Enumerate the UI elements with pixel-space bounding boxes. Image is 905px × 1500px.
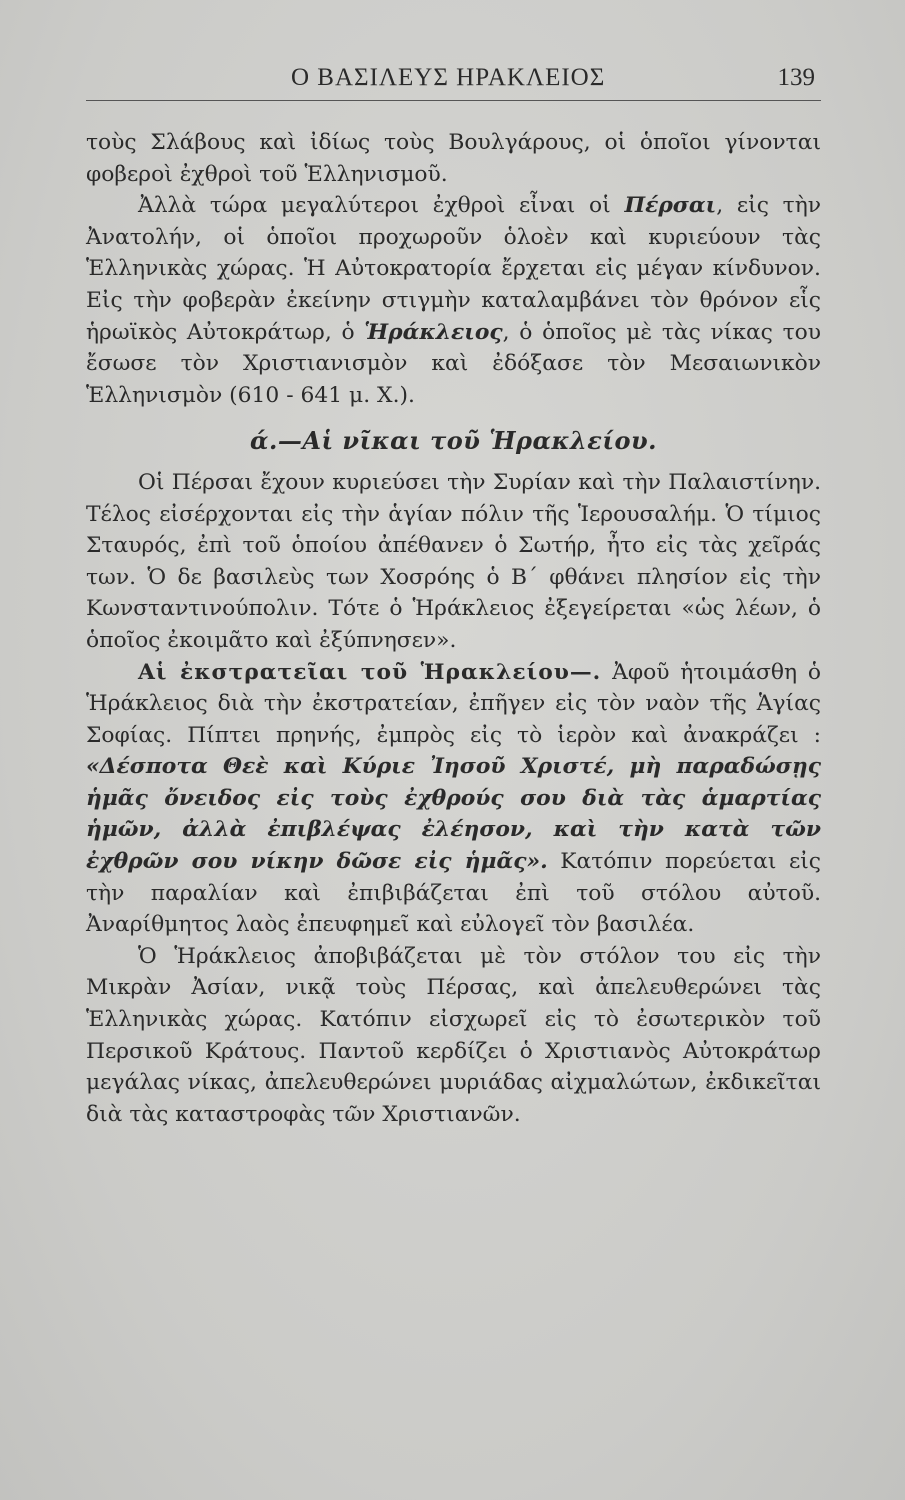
paragraph-2-part-e: , ὁ ὁποῖος μὲ τὰς νίκας του ἔσωσε τὸν Χριστιανισμὸν καὶ ἐδόξασε τὸν Μεσαιωνικὸν Ἑλληνισμὸν (610 - 641 μ. Χ.). (86, 319, 821, 408)
paragraph-4-part-a: Ἀφοῦ ἡτοιμάσθη ὁ Ἡράκλειος διὰ τὴν ἐκστρατείαν, ἐπῆγεν εἰς τὸν ναὸν τῆς Ἁγίας Σοφίας. Πίπτει πρηνής, ἐμπρὸς εἰς τὸ ἱερὸν καὶ ἀνακράζει : (86, 659, 821, 748)
paragraph-4-part-b: Κατόπιν πορεύεται εἰς τὴν παραλίαν καὶ ἐπιβιβάζεται ἐπὶ τοῦ στόλου αὐτοῦ. Ἀναρίθμητος λαὸς ἐπευφημεῖ καὶ εὐλογεῖ τὸν βασιλέα. (86, 849, 821, 938)
paragraph-2-part-a: Ἀλλὰ τώρα μεγαλύτεροι ἐχθροὶ εἶναι οἱ (138, 193, 625, 219)
body-text (86, 127, 821, 1130)
prayer-quote: «Δέσποτα Θεὲ καὶ Κύριε Ἰησοῦ Χριστέ, μὴ παραδώσῃς ἡμᾶς ὄνειδος εἰς τοὺς ἐχθρούς σου διὰ τὰς ἁμαρτίας ἡμῶν, ἀλλὰ ἐπιβλέψας ἐλέησον, καὶ τὴν κατὰ τῶν ἐχθρῶν σου νίκην δῶσε εἰς ἡμᾶς». (86, 754, 821, 875)
section-heading: ά.—Αἱ νῖκαι τοῦ Ἡρακλείου. (250, 426, 657, 456)
emphasis-persians: Πέρσαι (624, 193, 717, 219)
paragraph-2-part-c: , εἰς τὴν Ἀνατολήν, οἱ ὁποῖοι προχωροῦν ὁλοὲν καὶ κυριεύουν τὰς Ἑλληνικὰς χώρας. Ἡ Αὐτοκρατορία ἔρχεται εἰς μέγαν κίνδυνον. Εἰς τὴν φοβερὰν ἐκείνην στιγμὴν καταλαμβάνει τὸν θρόνον εἷς ἡρωϊκὸς Αὐτοκράτωρ, ὁ (86, 193, 822, 345)
paragraph-1: τοὺς Σλάβους καὶ ἰδίως τοὺς Βουλγάρους, οἱ ὁποῖοι γίνονται φοβεροὶ ἐχθροὶ τοῦ Ἑλληνισμοῦ. (86, 130, 821, 187)
running-title: Ο ΒΑΣΙΛΕΥΣ ΗΡΑΚΛΕΙΟΣ (291, 64, 606, 91)
paragraph-4 (86, 657, 821, 941)
emphasis-heraclius: Ἡράκλειος (364, 319, 503, 345)
paragraph-3: Οἱ Πέρσαι ἔχουν κυριεύσει τὴν Συρίαν καὶ τὴν Παλαιστίνην. Τέλος εἰσέρχονται εἰς τὴν ἁγίαν πόλιν τῆς Ἱερουσαλήμ. Ὁ τίμιος Σταυρός, ἐπὶ τοῦ ὁποίου ἀπέθανεν ὁ Σωτήρ, ἦτο εἰς τὰς χεῖράς των. Ὁ δε βασιλεὺς των Χοσρόης ὁ Β΄ φθάνει πλησίον εἰς τὴν Κωνσταντινούπολιν. Τότε ὁ Ἡράκλειος ἐξεγείρεται «ὡς λέων, ὁ ὁποῖος ἐκοιμᾶτο καὶ ἐξύπνησεν». (86, 469, 821, 653)
paragraph-2 (86, 190, 821, 411)
header-rule (86, 100, 821, 101)
page-number: 139 (777, 64, 815, 91)
subheading-campaigns: Αἱ ἐκστρατεῖαι τοῦ Ἡρακλείου—. (138, 659, 602, 685)
paragraph-5: Ὁ Ἡράκλειος ἀποβιβάζεται μὲ τὸν στόλον του εἰς τὴν Μικρὰν Ἀσίαν, νικᾷ τοὺς Πέρσας, καὶ ἀπελευθερώνει τὰς Ἑλληνικὰς χώρας. Κατόπιν εἰσχωρεῖ εἰς τὸ ἐσωτερικὸν τοῦ Περσικοῦ Κράτους. Παντοῦ κερδίζει ὁ Χριστιανὸς Αὐτοκράτωρ μεγάλας νίκας, ἀπελευθερώνει μυριάδας αἰχμαλώτων, ἐκδικεῖται διὰ τὰς καταστροφὰς τῶν Χριστιανῶν. (86, 943, 821, 1127)
page-header (86, 62, 821, 102)
